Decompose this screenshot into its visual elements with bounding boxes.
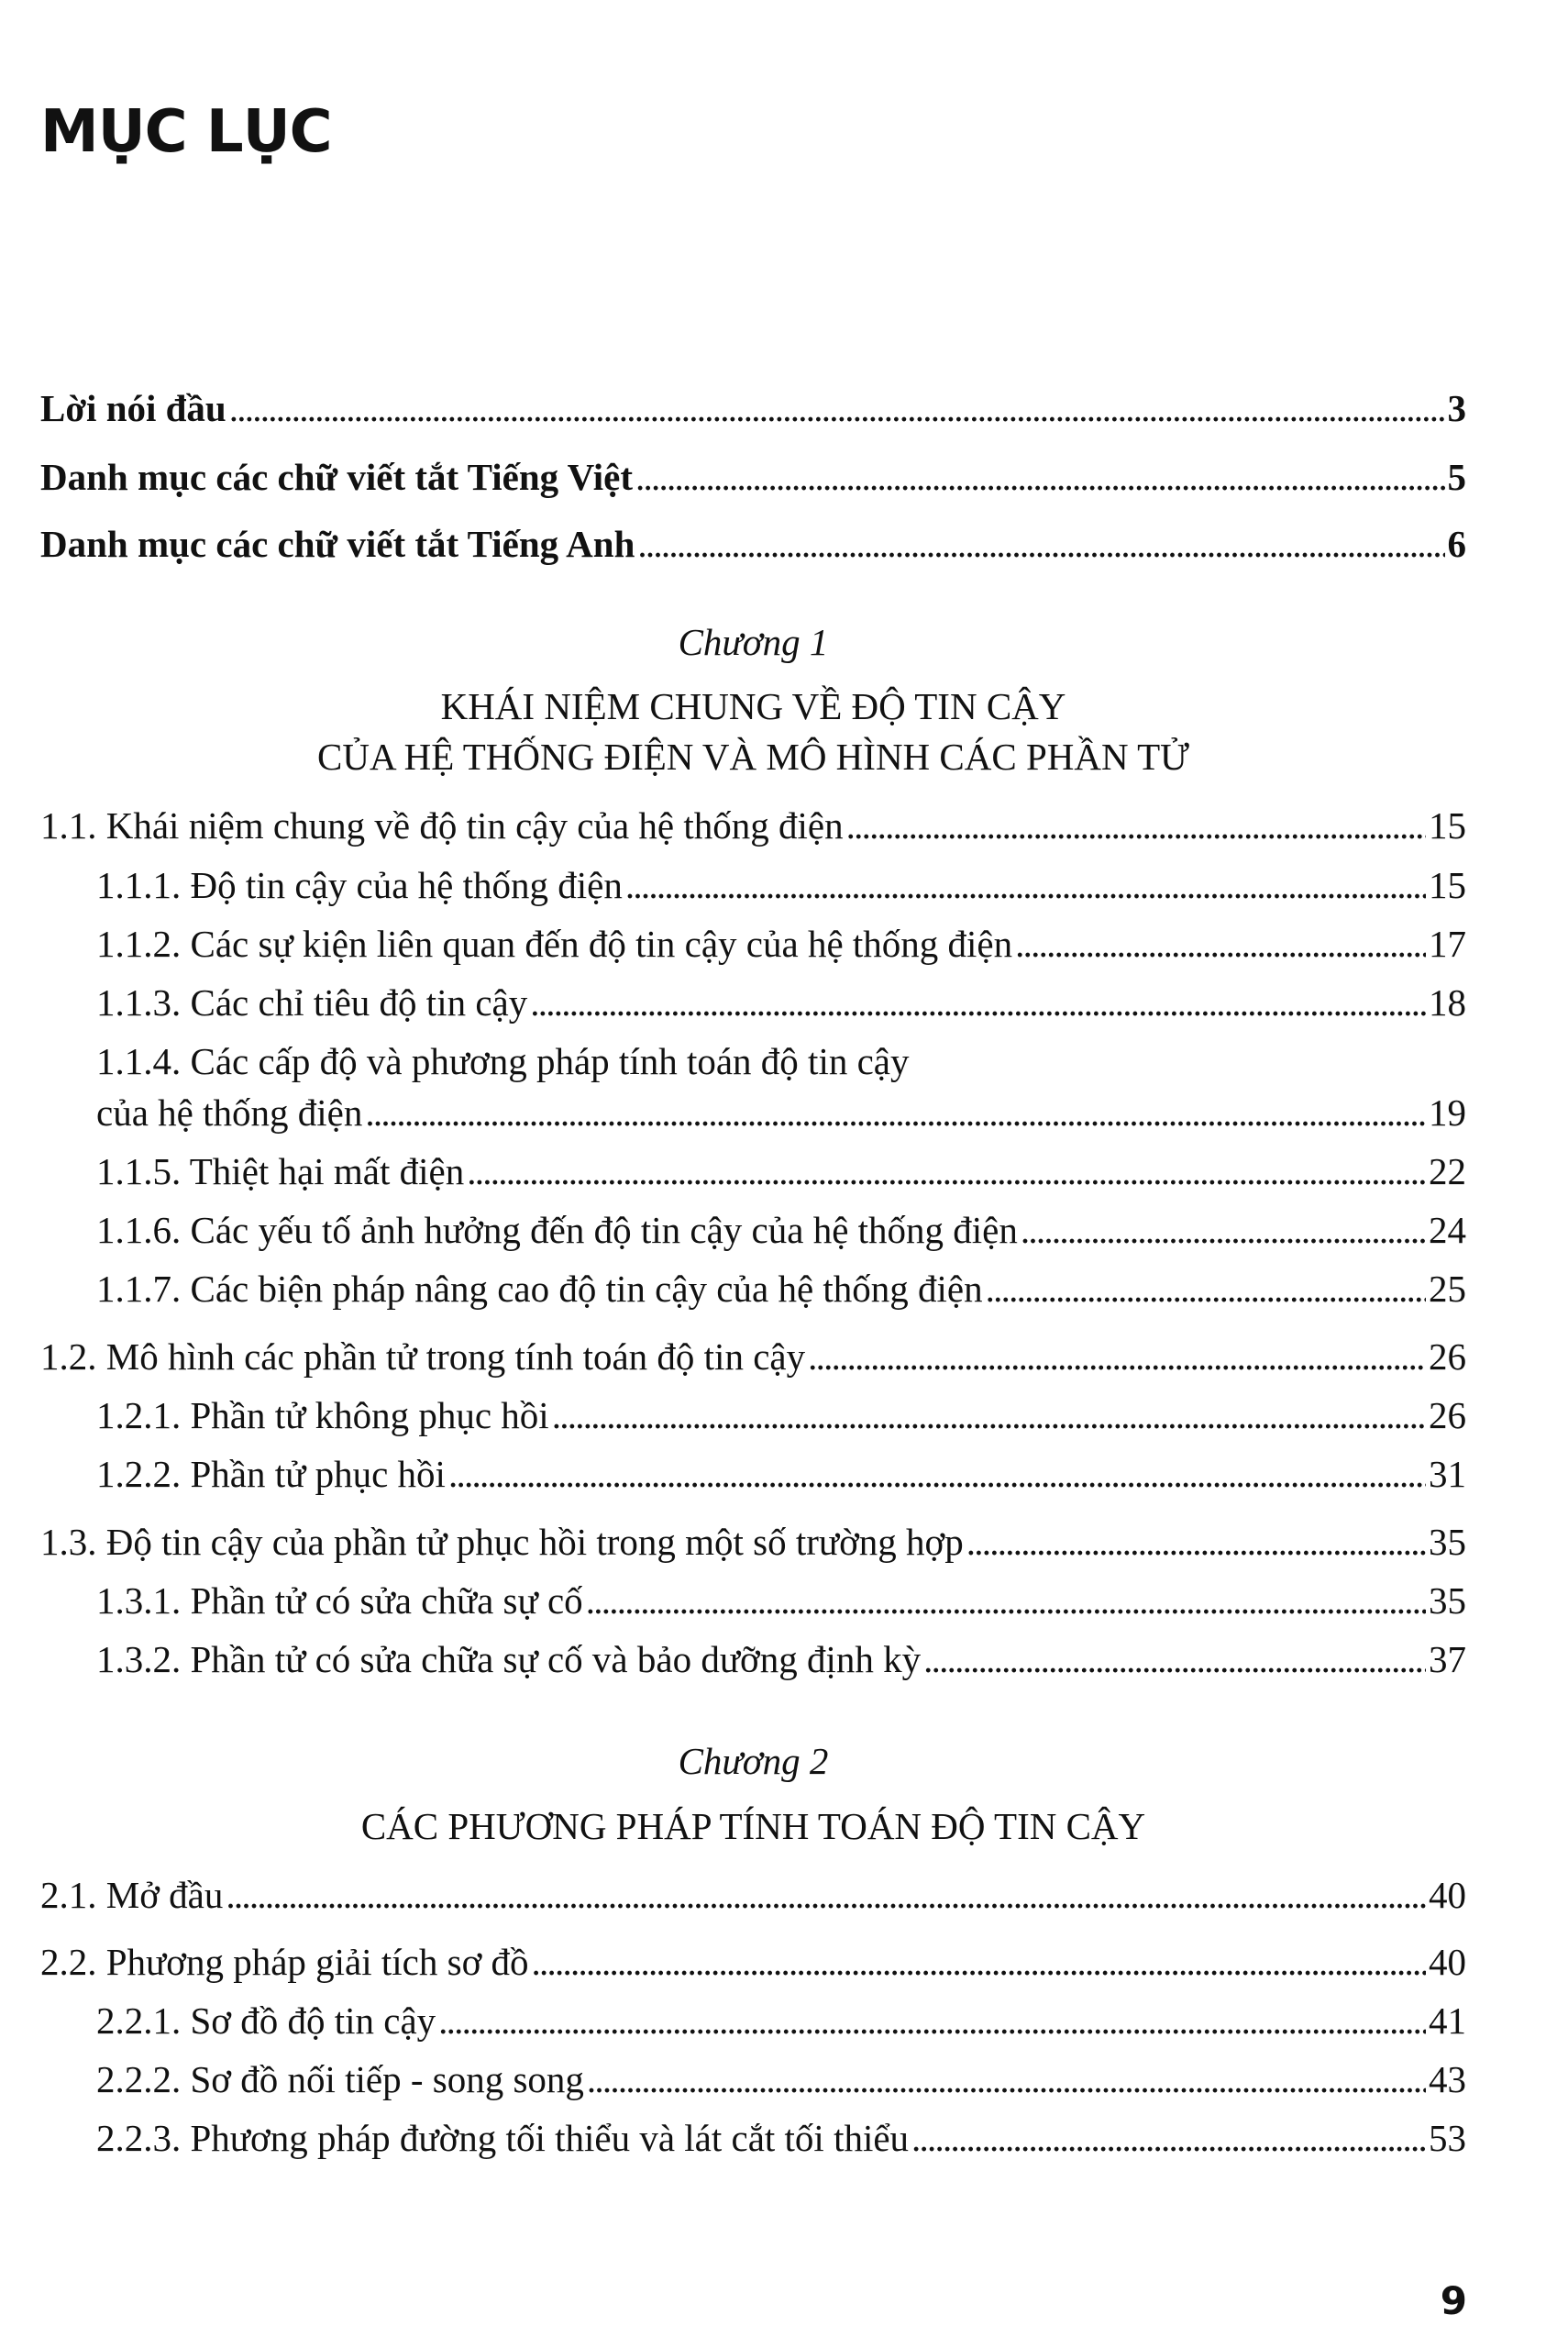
dot-leader xyxy=(1021,1207,1426,1253)
toc-page-number: 6 xyxy=(1447,523,1466,565)
toc-entry-label: 1.2.2. Phần tử phục hồi xyxy=(96,1453,446,1495)
toc-entry-2-1[interactable] xyxy=(40,1872,1466,1918)
toc-page-number: 37 xyxy=(1429,1638,1466,1680)
toc-entry-label: của hệ thống điện xyxy=(96,1091,363,1134)
chapter-2-label: Chương 2 xyxy=(678,1740,829,1782)
dot-leader xyxy=(846,803,1426,848)
toc-entry-label: 2.2.1. Sơ đồ độ tin cậy xyxy=(96,1999,436,2042)
toc-entry-1-2-1[interactable] xyxy=(96,1392,1466,1438)
toc-entry-1-1-4-first-line[interactable]: 1.1.4. Các cấp độ và phương pháp tính toán độ tin cậy xyxy=(96,1040,910,1082)
toc-entry-label: 1.3.1. Phần tử có sửa chữa sự cố xyxy=(96,1579,583,1622)
toc-page-number: 5 xyxy=(1447,456,1466,498)
toc-entry-1-3-1[interactable] xyxy=(96,1578,1466,1623)
toc-page-number: 35 xyxy=(1429,1579,1466,1622)
toc-page-number: 26 xyxy=(1429,1394,1466,1436)
toc-entry-1-1-4[interactable] xyxy=(96,1090,1466,1135)
toc-page-number: 43 xyxy=(1429,2058,1466,2100)
toc-page-number: 53 xyxy=(1429,2117,1466,2159)
toc-entry-2-2[interactable] xyxy=(40,1939,1466,1985)
chapter-1-label: Chương 1 xyxy=(678,621,829,663)
toc-entry-label: 1.3. Độ tin cậy của phần tử phục hồi trong một số trường hợp xyxy=(40,1521,964,1563)
toc-entry-1-1-3[interactable] xyxy=(96,980,1466,1025)
dot-leader xyxy=(552,1392,1426,1438)
dot-leader xyxy=(448,1451,1426,1497)
toc-entry-label: 1.1. Khái niệm chung về độ tin cậy của hệ thống điện xyxy=(40,804,844,847)
toc-entry-label: 1.1.1. Độ tin cậy của hệ thống điện xyxy=(96,864,623,906)
toc-page-number: 40 xyxy=(1429,1941,1466,1983)
dot-leader xyxy=(467,1148,1426,1194)
toc-entry-label: 1.1.2. Các sự kiện liên quan đến độ tin cậy của hệ thống điện xyxy=(96,923,1013,965)
dot-leader xyxy=(808,1334,1426,1379)
dot-leader xyxy=(587,2056,1426,2102)
toc-page-number: 24 xyxy=(1429,1209,1466,1251)
toc-page-number: 17 xyxy=(1429,923,1466,965)
dot-leader xyxy=(637,521,1444,567)
dot-leader xyxy=(1015,921,1426,967)
dot-leader xyxy=(635,454,1444,500)
toc-entry-label: Danh mục các chữ viết tắt Tiếng Việt xyxy=(40,456,634,498)
toc-entry-2-2-2[interactable] xyxy=(96,2056,1466,2102)
toc-entry-label: 2.1. Mở đầu xyxy=(40,1874,224,1916)
dot-leader xyxy=(586,1578,1426,1623)
toc-entry-label: Lời nói đầu xyxy=(40,387,226,429)
chapter-2-title: CÁC PHƯƠNG PHÁP TÍNH TOÁN ĐỘ TIN CẬY xyxy=(360,1805,1146,1847)
toc-entry-1-3[interactable] xyxy=(40,1519,1466,1565)
chapter-1-title-line-2: CỦA HỆ THỐNG ĐIỆN VÀ MÔ HÌNH CÁC PHẦN TỬ xyxy=(317,736,1189,778)
dot-leader xyxy=(966,1519,1426,1565)
dot-leader xyxy=(226,1872,1426,1918)
toc-entry-2-2-1[interactable] xyxy=(96,1998,1466,2043)
toc-entry-label: 1.1.7. Các biện pháp nâng cao độ tin cậy của hệ thống điện xyxy=(96,1268,983,1310)
toc-entry-label: 1.1.5. Thiệt hại mất điện xyxy=(96,1150,465,1192)
toc-entry-1-2-2[interactable] xyxy=(96,1451,1466,1497)
dot-leader xyxy=(625,862,1426,908)
toc-entry-vietnamese-abbreviations[interactable] xyxy=(40,454,1466,500)
dot-leader xyxy=(986,1266,1426,1312)
toc-page-number: 35 xyxy=(1429,1521,1466,1563)
dot-leader xyxy=(229,385,1445,431)
page-number-folio: 9 xyxy=(1440,2278,1467,2323)
toc-entry-1-1[interactable] xyxy=(40,803,1466,848)
toc-entry-label: 2.2.2. Sơ đồ nối tiếp - song song xyxy=(96,2058,584,2100)
toc-page-number: 19 xyxy=(1429,1091,1466,1134)
toc-entry-1-1-6[interactable] xyxy=(96,1207,1466,1253)
table-of-contents xyxy=(40,0,1466,2348)
toc-entry-label: Danh mục các chữ viết tắt Tiếng Anh xyxy=(40,523,635,565)
toc-entry-2-2-3[interactable] xyxy=(96,2115,1466,2161)
toc-entry-label: 2.2. Phương pháp giải tích sơ đồ xyxy=(40,1941,529,1983)
toc-page-number: 22 xyxy=(1429,1150,1466,1192)
chapter-1-title-line-1: KHÁI NIỆM CHUNG VỀ ĐỘ TIN CẬY xyxy=(440,685,1066,727)
toc-page-number: 3 xyxy=(1447,387,1466,429)
toc-entry-preface[interactable] xyxy=(40,385,1466,431)
dot-leader xyxy=(530,980,1426,1025)
toc-entry-1-1-1[interactable] xyxy=(96,862,1466,908)
dot-leader xyxy=(911,2115,1426,2161)
toc-page-number: 40 xyxy=(1429,1874,1466,1916)
toc-page-number: 15 xyxy=(1429,864,1466,906)
toc-entry-label: 1.1.6. Các yếu tố ảnh hưởng đến độ tin cậy của hệ thống điện xyxy=(96,1209,1018,1251)
toc-page-number: 25 xyxy=(1429,1268,1466,1310)
dot-leader xyxy=(365,1090,1426,1135)
toc-page-number: 41 xyxy=(1429,1999,1466,2042)
toc-entry-label: 1.3.2. Phần tử có sửa chữa sự cố và bảo dưỡng định kỳ xyxy=(96,1638,922,1680)
toc-page-number: 18 xyxy=(1429,981,1466,1024)
toc-entry-label: 1.2. Mô hình các phần tử trong tính toán độ tin cậy xyxy=(40,1335,806,1378)
dot-leader xyxy=(532,1939,1427,1985)
toc-page-number: 31 xyxy=(1429,1453,1466,1495)
dot-leader xyxy=(923,1636,1426,1682)
toc-entry-1-2[interactable] xyxy=(40,1334,1466,1379)
toc-entry-english-abbreviations[interactable] xyxy=(40,521,1466,567)
toc-entry-1-1-7[interactable] xyxy=(96,1266,1466,1312)
toc-entry-label: 1.1.3. Các chỉ tiêu độ tin cậy xyxy=(96,981,528,1024)
toc-entry-1-1-2[interactable] xyxy=(96,921,1466,967)
dot-leader xyxy=(438,1998,1426,2043)
toc-entry-1-1-5[interactable] xyxy=(96,1148,1466,1194)
page-title: MỤC LỤC xyxy=(40,98,332,166)
toc-page-number: 15 xyxy=(1429,804,1466,847)
toc-entry-label: 1.2.1. Phần tử không phục hồi xyxy=(96,1394,549,1436)
toc-page-number: 26 xyxy=(1429,1335,1466,1378)
toc-entry-label: 2.2.3. Phương pháp đường tối thiểu và lát cắt tối thiểu xyxy=(96,2117,910,2159)
toc-entry-1-3-2[interactable] xyxy=(96,1636,1466,1682)
